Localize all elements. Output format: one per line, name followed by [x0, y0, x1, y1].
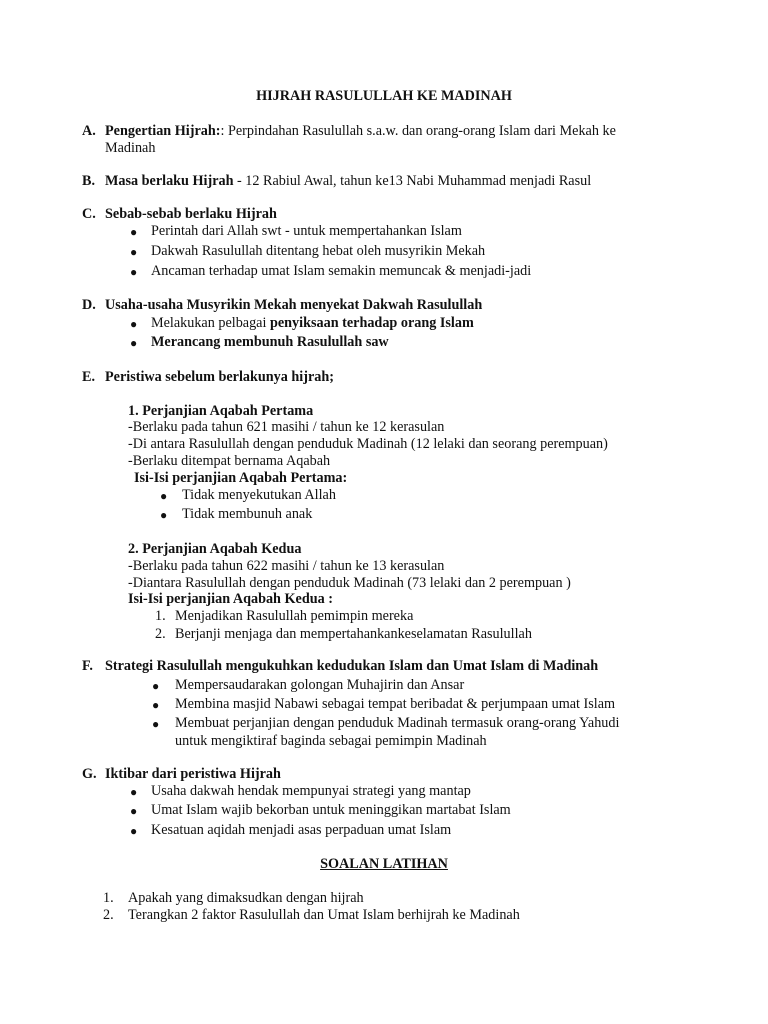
- section-g-marker: G.: [82, 766, 97, 782]
- section-f-item-cont: untuk mengiktiraf baginda sebagai pemimpin Madinah: [175, 733, 487, 749]
- section-c-item: Dakwah Rasulullah ditentang hebat oleh musyrikin Mekah: [151, 243, 486, 259]
- bullet-icon: ●: [130, 785, 138, 799]
- section-d-heading: Usaha-usaha Musyrikin Mekah menyekat Dakwah Rasulullah: [105, 297, 483, 313]
- aqabah-1-line: -Di antara Rasulullah dengan penduduk Madinah (12 lelaki dan seorang perempuan): [128, 436, 608, 452]
- aqabah-2-line: -Diantara Rasulullah dengan penduduk Madinah (73 lelaki dan 2 perempuan ): [128, 575, 571, 591]
- document-title: HIJRAH RASULULLAH KE MADINAH: [256, 88, 512, 104]
- section-f-item: Membina masjid Nabawi sebagai tempat beribadat & perjumpaan umat Islam: [175, 696, 616, 712]
- bullet-icon: ●: [130, 265, 138, 279]
- section-c-heading: Sebab-sebab berlaku Hijrah: [105, 206, 277, 222]
- section-d-marker: D.: [82, 297, 96, 313]
- section-a-line1: [105, 122, 616, 140]
- aqabah-2-isi-marker: 1.: [155, 608, 166, 624]
- aqabah-1-heading: 1. Perjanjian Aqabah Pertama: [128, 403, 314, 419]
- bullet-icon: ●: [152, 679, 160, 693]
- bullet-icon: ●: [130, 317, 138, 331]
- section-f-item: Membuat perjanjian dengan penduduk Madinah termasuk orang-orang Yahudi: [175, 715, 620, 731]
- section-c-item: Perintah dari Allah swt - untuk mempertahankan Islam: [151, 223, 462, 239]
- section-c-item: Ancaman terhadap umat Islam semakin memuncak & menjadi-jadi: [151, 263, 532, 279]
- soalan-marker: 1.: [103, 890, 114, 906]
- section-b-heading: Masa berlaku Hijrah: [105, 173, 234, 189]
- bullet-icon: ●: [130, 245, 138, 259]
- bullet-icon: ●: [130, 804, 138, 818]
- section-a-text: : Perpindahan Rasulullah s.a.w. dan orang-orang Islam dari Mekah ke: [220, 123, 616, 139]
- section-b-marker: B.: [82, 173, 96, 189]
- soalan-item: Apakah yang dimaksudkan dengan hijrah: [128, 890, 364, 906]
- bullet-icon: ●: [130, 824, 138, 838]
- section-g-item: Umat Islam wajib bekorban untuk meninggikan martabat Islam: [151, 802, 511, 818]
- soalan-marker: 2.: [103, 907, 114, 923]
- soalan-item: Terangkan 2 faktor Rasulullah dan Umat Islam berhijrah ke Madinah: [128, 907, 520, 923]
- section-f-marker: F.: [82, 658, 93, 674]
- section-e-heading: Peristiwa sebelum berlakunya hijrah;: [105, 369, 334, 385]
- section-f-item: Mempersaudarakan golongan Muhajirin dan Ansar: [175, 677, 465, 693]
- aqabah-1-isi-item: Tidak membunuh anak: [182, 506, 313, 522]
- section-d-item: [151, 314, 474, 332]
- bullet-icon: ●: [160, 489, 168, 503]
- aqabah-2-isi-item: Menjadikan Rasulullah pemimpin mereka: [175, 608, 414, 624]
- section-a-heading: Pengertian Hijrah:: [105, 123, 221, 139]
- aqabah-1-line: -Berlaku ditempat bernama Aqabah: [128, 453, 331, 469]
- aqabah-2-isi-heading: Isi-Isi perjanjian Aqabah Kedua :: [128, 591, 333, 607]
- aqabah-2-isi-item: Berjanji menjaga dan mempertahankankeselamatan Rasulullah: [175, 626, 532, 642]
- section-e-marker: E.: [82, 369, 96, 385]
- bullet-icon: ●: [160, 508, 168, 522]
- aqabah-2-heading: 2. Perjanjian Aqabah Kedua: [128, 541, 302, 557]
- section-c-marker: C.: [82, 206, 96, 222]
- section-b-line: [105, 172, 591, 190]
- section-a-line2: Madinah: [105, 140, 156, 156]
- section-g-item: Usaha dakwah hendak mempunyai strategi yang mantap: [151, 783, 471, 799]
- bullet-icon: ●: [152, 717, 160, 731]
- aqabah-2-isi-marker: 2.: [155, 626, 166, 642]
- section-d-item1-plain: Melakukan pelbagai: [151, 315, 270, 331]
- section-g-heading: Iktibar dari peristiwa Hijrah: [105, 766, 281, 782]
- aqabah-1-isi-item: Tidak menyekutukan Allah: [182, 487, 336, 503]
- aqabah-1-line: -Berlaku pada tahun 621 masihi / tahun ke 12 kerasulan: [128, 419, 445, 435]
- section-d-item: Merancang membunuh Rasulullah saw: [151, 334, 389, 350]
- section-g-item: Kesatuan aqidah menjadi asas perpaduan umat Islam: [151, 822, 452, 838]
- section-a-marker: A.: [82, 123, 96, 139]
- bullet-icon: ●: [130, 225, 138, 239]
- aqabah-1-isi-heading: Isi-Isi perjanjian Aqabah Pertama:: [134, 470, 348, 486]
- section-f-heading: Strategi Rasulullah mengukuhkan kedudukan Islam dan Umat Islam di Madinah: [105, 658, 599, 674]
- aqabah-2-line: -Berlaku pada tahun 622 masihi / tahun ke 13 kerasulan: [128, 558, 445, 574]
- section-d-item1-bold: penyiksaan terhadap orang Islam: [269, 315, 474, 331]
- soalan-title: SOALAN LATIHAN: [320, 856, 448, 872]
- bullet-icon: ●: [130, 336, 138, 350]
- bullet-icon: ●: [152, 698, 160, 712]
- section-b-text: - 12 Rabiul Awal, tahun ke13 Nabi Muhammad menjadi Rasul: [233, 173, 592, 189]
